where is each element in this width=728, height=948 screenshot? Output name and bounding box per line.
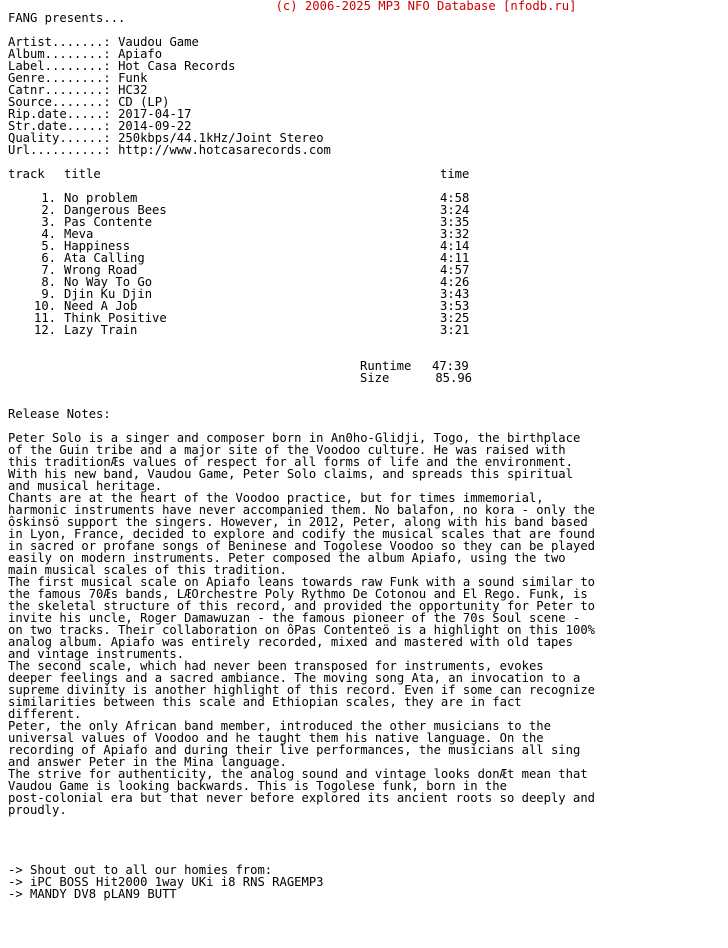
info-row-album: Album........: Apiafo [8, 47, 163, 61]
info-row-rip-date: Rip.date.....: 2017-04-17 [8, 107, 192, 121]
track-column-header: track [8, 167, 45, 181]
notes-line: deeper feelings and a sacred ambiance. The moving song Ata, an invocation to a [8, 671, 581, 685]
release-info [8, 36, 724, 156]
size-value: 85.96 [435, 371, 472, 385]
notes-line: recording of Apiafo and during their live performances, the musicians all sing [8, 743, 581, 757]
copyright-banner: (c) 2006-2025 MP3 NFO Database [nfodb.ru] [275, 0, 577, 13]
track-row: 9. Djin Ku Djin 3:43 [41, 287, 470, 301]
notes-line: and answer Peter in the Mina language. [8, 755, 287, 769]
notes-line: universal values of Voodoo and he taught them his native language. On the [8, 731, 544, 745]
notes-line: of the Guin tribe and a major site of the Voodoo culture. He was raised with [8, 443, 566, 457]
nfo-document [8, 0, 724, 900]
shoutouts [8, 864, 724, 900]
track-row: 1. No problem 4:58 [41, 191, 470, 205]
shoutout-line: -> iPC BOSS Hit2000 1way UKi i8 RNS RAGEMP3 [8, 875, 324, 889]
info-row-str-date: Str.date.....: 2014-09-22 [8, 119, 192, 133]
track-row: 11. Think Positive 3:25 [33, 311, 470, 325]
notes-line: The strive for authenticity, the analog sound and vintage looks donÆt mean that [8, 767, 588, 781]
runtime-label: Runtime [360, 359, 412, 373]
notes-line: Peter, the only African band member, introduced the other musicians to the [8, 719, 551, 733]
totals [8, 360, 724, 384]
size-label: Size [360, 371, 390, 385]
notes-line: Peter Solo is a singer and composer born in An0ho-Glidji, Togo, the birthplace [8, 431, 581, 445]
info-row-artist: Artist.......: Vaudou Game [8, 35, 199, 49]
info-row-source: Source.......: CD (LP) [8, 95, 170, 109]
notes-line: post-colonial era but that never before explored its ancient roots so deeply and [8, 791, 595, 805]
track-row: 6. Ata Calling 4:11 [41, 251, 470, 265]
notes-line: Chants are at the heart of the Voodoo practice, but for times immemorial, [8, 491, 544, 505]
track-row: 3. Pas Contente 3:35 [41, 215, 470, 229]
shoutout-line: -> MANDY DV8 pLAN9 BUTT [8, 887, 177, 901]
notes-line: the famous 70Æs bands, LÆOrchestre Poly Rythmo De Cotonou and El Rego. Funk, is [8, 587, 588, 601]
label-website-link[interactable]: http://www.hotcasarecords.com [118, 143, 331, 157]
notes-line: easily on modern instruments. Peter composed the album Apiafo, using the two [8, 551, 566, 565]
notes-line: With his new band, Vaudou Game, Peter Solo claims, and spreads this spiritual [8, 467, 573, 481]
notes-line: on two tracks. Their collaboration on ôPas Contenteö is a highlight on this 100% [8, 623, 595, 637]
runtime-value: 47:39 [432, 359, 469, 373]
notes-line: supreme divinity is another highlight of this record. Even if some can recognize [8, 683, 595, 697]
notes-line: invite his uncle, Roger Damawuzan - the famous pioneer of the 70s Soul scene - [8, 611, 581, 625]
notes-line: in Lyon, France, decided to explore and codify the musical scales that are found [8, 527, 595, 541]
info-row-catnr: Catnr........: HC32 [8, 83, 148, 97]
info-row-genre: Genre........: Funk [8, 71, 148, 85]
notes-line: in sacred or profane songs of Beninese and Togolese Voodoo so they can be played [8, 539, 595, 553]
notes-line: main musical scales of this tradition. [8, 563, 287, 577]
title-column-header: title [64, 167, 101, 181]
time-column-header: time [440, 167, 470, 181]
shoutout-line: -> Shout out to all our homies from: [8, 863, 273, 877]
notes-line: The first musical scale on Apiafo leans towards raw Funk with a sound similar to [8, 575, 595, 589]
notes-line: proudly. [8, 803, 67, 817]
track-row: 10. Need A Job 3:53 [33, 299, 470, 313]
track-row: 8. No Way To Go 4:26 [41, 275, 470, 289]
track-row: 4. Meva 3:32 [41, 227, 470, 241]
notes-line: analog album. Apiafo was entirely recorded, mixed and mastered with old tapes [8, 635, 573, 649]
notes-line: harmonic instruments have never accompanied them. No balafon, no kora - only the [8, 503, 595, 517]
info-row-label: Label........: Hot Casa Records [8, 59, 236, 73]
notes-line: similarities between this scale and Ethiopian scales, they are in fact [8, 695, 522, 709]
notes-line: the skeletal structure of this record, and provided the opportunity for Peter to [8, 599, 595, 613]
info-row-quality: Quality......: 250kbps/44.1kHz/Joint Stereo [8, 131, 324, 145]
track-row: 12. Lazy Train 3:21 [33, 323, 470, 337]
notes-line: this traditionÆs values of respect for all forms of life and the environment. [8, 455, 573, 469]
release-notes-heading: Release Notes: [8, 407, 111, 421]
notes-line: ôskinsö support the singers. However, in 2012, Peter, along with his band based [8, 515, 588, 529]
tracklist-header [8, 168, 724, 180]
info-row-url: Url..........: http://www.hotcasarecords.com [8, 143, 331, 157]
track-row: 5. Happiness 4:14 [41, 239, 470, 253]
notes-line: Vaudou Game is looking backwards. This is Togolese funk, born in the [8, 779, 507, 793]
notes-line: and vintage instruments. [8, 647, 185, 661]
notes-line: The second scale, which had never been transposed for instruments, evokes [8, 659, 544, 673]
notes-line: different. [8, 707, 82, 721]
track-row: 7. Wrong Road 4:57 [41, 263, 470, 277]
release-notes [8, 432, 724, 816]
notes-line: and musical heritage. [8, 479, 163, 493]
track-row: 2. Dangerous Bees 3:24 [41, 203, 470, 217]
size-row [8, 372, 724, 384]
presents-line: FANG presents... [8, 11, 126, 25]
tracklist [8, 168, 724, 336]
